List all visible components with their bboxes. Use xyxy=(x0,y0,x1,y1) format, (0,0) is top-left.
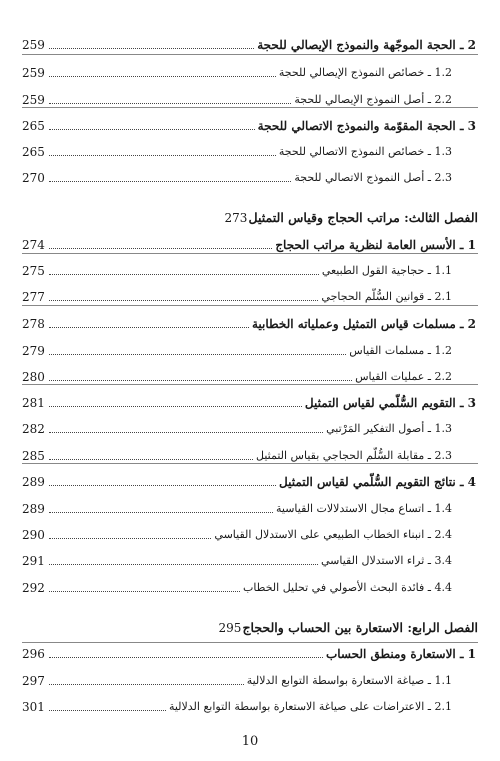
dot-leader xyxy=(49,248,272,249)
dot-leader xyxy=(49,538,211,539)
toc-entry-title: 2.1 ـ قوانين السُّلّم الحجاجي xyxy=(321,290,452,303)
dot-leader xyxy=(49,485,276,486)
toc-entry-page: 279 xyxy=(22,344,45,358)
toc-entry-title: 1.3 ـ خصائص النموذج الاتصالي للحجة xyxy=(278,145,452,158)
toc-entry-page: 280 xyxy=(22,370,45,384)
toc-entry[interactable] xyxy=(22,139,478,159)
toc-entry-page: 289 xyxy=(22,475,45,489)
toc-entry-title: 1.1 ـ صياغة الاستعارة بواسطة التوابع الدلالية xyxy=(246,674,452,687)
dot-leader xyxy=(49,300,318,301)
toc-entry-title: 1.3 ـ أصول التفكير المَرْتبي xyxy=(326,422,452,435)
toc-entry[interactable] xyxy=(22,522,478,542)
toc-entry[interactable] xyxy=(22,113,478,133)
toc-entry-page: 292 xyxy=(22,581,45,595)
divider xyxy=(22,463,478,464)
toc-entry[interactable] xyxy=(22,232,478,252)
toc-entry-title: 2.2 ـ أصل النموذج الإيصالي للحجة xyxy=(294,93,452,106)
toc-entry[interactable] xyxy=(22,364,478,384)
toc-entry-page: 277 xyxy=(22,290,45,304)
toc-entry-page: 281 xyxy=(22,396,45,410)
toc-entry-title: 3 ـ الحجة المقوّمة والنموذج الاتصالي للحجة xyxy=(257,119,476,133)
toc-entry-title: الفصل الثالث: مراتب الحجاج وقياس التمثيل xyxy=(248,210,478,225)
dot-leader xyxy=(49,591,240,592)
dot-leader xyxy=(49,512,273,513)
dot-leader xyxy=(49,274,319,275)
toc-entry-page: 273 xyxy=(224,211,248,225)
toc-entry-title: 2.1 ـ الاعتراضات على صياغة الاستعارة بواسطة التوابع الدلالية xyxy=(168,700,452,713)
dot-leader xyxy=(49,48,254,49)
toc-entry-page: 295 xyxy=(218,621,242,635)
toc-entry-page: 265 xyxy=(22,119,45,133)
toc-entry-page: 259 xyxy=(22,66,45,80)
toc-entry[interactable] xyxy=(22,284,478,304)
toc-entry[interactable] xyxy=(22,443,478,463)
divider xyxy=(22,54,478,55)
toc-entry[interactable] xyxy=(22,338,478,358)
toc-entry-page: 290 xyxy=(22,528,45,542)
toc-entry-page: 282 xyxy=(22,422,45,436)
toc-entry-page: 259 xyxy=(22,93,45,107)
page-number: 10 xyxy=(241,734,259,749)
toc-entry-title: 1.4 ـ اتساع مجال الاستدلالات القياسية xyxy=(275,502,452,515)
toc-entry-page: 289 xyxy=(22,502,45,516)
dot-leader xyxy=(49,657,323,658)
dot-leader xyxy=(49,76,276,77)
dot-leader xyxy=(49,684,244,685)
divider xyxy=(22,253,478,254)
toc-entry[interactable] xyxy=(22,60,478,80)
toc-chapter-entry[interactable] xyxy=(22,205,478,225)
toc-entry[interactable] xyxy=(22,668,478,688)
dot-leader xyxy=(49,129,255,130)
toc-entry[interactable] xyxy=(22,575,478,595)
toc-entry-page: 275 xyxy=(22,264,45,278)
dot-leader xyxy=(49,380,352,381)
toc-entry-page: 274 xyxy=(22,238,45,252)
toc-entry[interactable] xyxy=(22,469,478,489)
toc-entry[interactable] xyxy=(22,87,478,107)
toc-entry[interactable] xyxy=(22,165,478,185)
toc-entry[interactable] xyxy=(22,694,478,714)
dot-leader xyxy=(49,103,291,104)
toc-entry-page: 296 xyxy=(22,647,45,661)
toc-entry-title: 3.4 ـ ثراء الاستدلال القياسي xyxy=(320,554,452,567)
dot-leader xyxy=(49,327,249,328)
toc-entry-title: 2.3 ـ أصل النموذج الاتصالي للحجة xyxy=(294,171,452,184)
toc-entry-title: 3 ـ التقويم السُّلّمي لقياس التمثيل xyxy=(304,396,476,410)
toc-entry-page: 285 xyxy=(22,449,45,463)
toc-entry-title: 1 ـ الأسس العامة لنظرية مراتب الحجاج xyxy=(275,238,476,252)
toc-chapter-entry[interactable] xyxy=(22,615,478,635)
dot-leader xyxy=(49,155,276,156)
toc-entry-page: 291 xyxy=(22,554,45,568)
dot-leader xyxy=(49,432,323,433)
toc-entry-title: الفصل الرابع: الاستعارة بين الحساب والحجاج xyxy=(242,620,478,635)
toc-entry[interactable] xyxy=(22,641,478,661)
toc-entry-page: 259 xyxy=(22,38,45,52)
toc-entry-title: 2 ـ الحجة الموجّهة والنموذج الإيصالي للحجة xyxy=(257,38,476,52)
toc-entry-title: 1 ـ الاستعارة ومنطق الحساب xyxy=(325,647,476,661)
dot-leader xyxy=(49,354,346,355)
toc-entry-title: 2.4 ـ انبناء الخطاب الطبيعي على الاستدلال القياسي xyxy=(214,528,452,541)
toc-entry-title: 1.2 ـ خصائص النموذج الإيصالي للحجة xyxy=(278,66,452,79)
toc-entry-title: 1.1 ـ حجاجية القول الطبيعي xyxy=(321,264,452,277)
toc-entry-page: 270 xyxy=(22,171,45,185)
toc-entry[interactable] xyxy=(22,311,478,331)
toc-entry-title: 4 ـ نتائج التقويم السُّلّمي لقياس التمثيل xyxy=(279,475,476,489)
toc-entry-page: 301 xyxy=(22,700,45,714)
toc-entry[interactable] xyxy=(22,416,478,436)
toc-entry[interactable] xyxy=(22,548,478,568)
toc-entry-page: 278 xyxy=(22,317,45,331)
toc-entry[interactable] xyxy=(22,496,478,516)
dot-leader xyxy=(49,406,302,407)
toc-entry[interactable] xyxy=(22,258,478,278)
toc-entry-title: 2 ـ مسلمات قياس التمثيل وعملياته الخطابية xyxy=(251,317,476,331)
divider xyxy=(22,642,478,643)
dot-leader xyxy=(49,459,253,460)
divider xyxy=(22,305,478,306)
toc-entry-title: 1.2 ـ مسلمات القياس xyxy=(349,344,452,357)
dot-leader xyxy=(49,710,166,711)
dot-leader xyxy=(49,181,291,182)
toc-entry[interactable] xyxy=(22,390,478,410)
toc-entry-title: 4.4 ـ فائدة البحث الأصولي في تحليل الخطاب xyxy=(242,581,452,594)
toc-entry-page: 297 xyxy=(22,674,45,688)
toc-entry-title: 2.2 ـ عمليات القياس xyxy=(355,370,452,383)
toc-entry-title: 2.3 ـ مقابلة السُّلّم الحجاجي بقياس التمثيل xyxy=(255,449,452,462)
divider xyxy=(22,384,478,385)
divider xyxy=(22,107,478,108)
toc-entry[interactable] xyxy=(22,32,478,52)
toc-entry-page: 265 xyxy=(22,145,45,159)
dot-leader xyxy=(49,564,318,565)
